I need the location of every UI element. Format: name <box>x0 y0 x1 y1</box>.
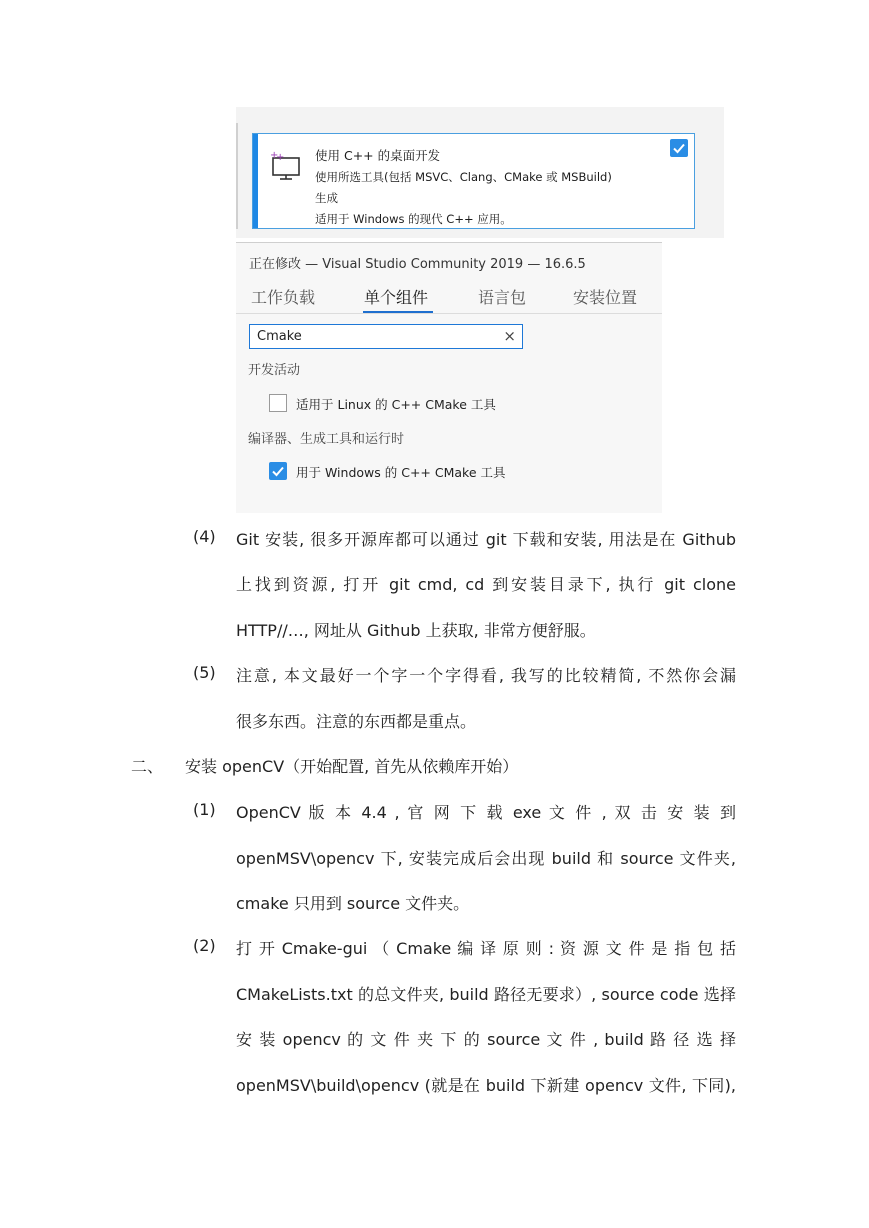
svg-text:+: + <box>276 152 285 163</box>
tab-language-packs[interactable]: 语言包 <box>478 288 527 307</box>
svg-text:+: + <box>270 150 279 161</box>
workload-checkbox[interactable] <box>670 139 688 157</box>
paragraph-line: 注意, 本文最好一个字一个字得看, 我写的比较精简, 不然你会漏 <box>236 666 736 685</box>
paragraph-line: HTTP//…, 网址从 Github 上获取, 非常方便舒服。 <box>236 621 596 640</box>
workload-title: 使用 C++ 的桌面开发 <box>315 148 441 163</box>
desktop-cpp-icon <box>269 148 303 182</box>
checkbox-checked[interactable] <box>269 462 287 480</box>
component-label: 用于 Windows 的 C++ CMake 工具 <box>296 465 506 480</box>
workload-screenshot <box>236 107 724 238</box>
workload-card-desktop-cpp[interactable] <box>252 133 695 229</box>
checkbox-unchecked[interactable] <box>269 394 287 412</box>
panel-edge <box>236 123 238 229</box>
workload-description-line: 适用于 Windows 的现代 C++ 应用。 <box>315 212 512 226</box>
section-heading-dev-activities: 开发活动 <box>248 363 301 378</box>
paragraph-line: 上找到资源, 打开 git cmd, cd 到安装目录下, 执行 git clone <box>236 575 736 594</box>
list-number: (4) <box>193 527 216 546</box>
paragraph-line: cmake 只用到 source 文件夹。 <box>236 894 470 913</box>
window-title: 正在修改 — Visual Studio Community 2019 — 16.6.5 <box>249 257 586 272</box>
paragraph-line: OpenCV 版 本 4.4 , 官 网 下 载 exe 文 件 , 双 击 安 装 到 <box>236 803 736 822</box>
card-accent-bar <box>253 134 258 228</box>
search-value: Cmake <box>257 329 302 344</box>
tab-install-locations[interactable]: 安装位置 <box>573 288 638 307</box>
paragraph-line: openMSV\opencv 下, 安装完成后会出现 build 和 source 文件夹, <box>236 849 736 868</box>
section-number: 二、 <box>131 757 164 776</box>
checkmark-icon <box>269 462 287 480</box>
clear-icon[interactable]: × <box>503 327 516 345</box>
tab-workloads[interactable]: 工作负载 <box>251 288 316 307</box>
tab-individual-components[interactable]: 单个组件 <box>364 288 429 307</box>
section-heading: 安装 openCV（开始配置, 首先从依赖库开始） <box>185 757 519 776</box>
workload-description-line: 使用所选工具(包括 MSVC、Clang、CMake 或 MSBuild)生成 <box>315 170 612 205</box>
paragraph-line: 打 开 Cmake-gui （ Cmake 编 译 原 则 : 资 源 文 件 是 指 包 括 <box>236 939 736 958</box>
paragraph-line: 很多东西。注意的东西都是重点。 <box>236 712 477 731</box>
list-number: (2) <box>193 936 216 955</box>
list-number: (5) <box>193 663 216 682</box>
paragraph-line: Git 安装, 很多开源库都可以通过 git 下载和安装, 用法是在 Github <box>236 530 736 549</box>
checkmark-icon <box>670 139 688 157</box>
paragraph-line: openMSV\build\opencv (就是在 build 下新建 opencv 文件, 下同), <box>236 1076 736 1095</box>
list-number: (1) <box>193 800 216 819</box>
tab-divider <box>236 313 662 314</box>
section-heading-compilers: 编译器、生成工具和运行时 <box>248 432 405 447</box>
component-label: 适用于 Linux 的 C++ CMake 工具 <box>296 397 496 412</box>
paragraph-line: 安 装 opencv 的 文 件 夹 下 的 source 文 件 , build 路 径 选 择 <box>236 1030 736 1049</box>
workload-description <box>315 167 615 230</box>
paragraph-line: CMakeLists.txt 的总文件夹, build 路径无要求）, source code 选择 <box>236 985 736 1004</box>
installer-screenshot <box>236 242 662 513</box>
search-input[interactable] <box>249 324 523 349</box>
